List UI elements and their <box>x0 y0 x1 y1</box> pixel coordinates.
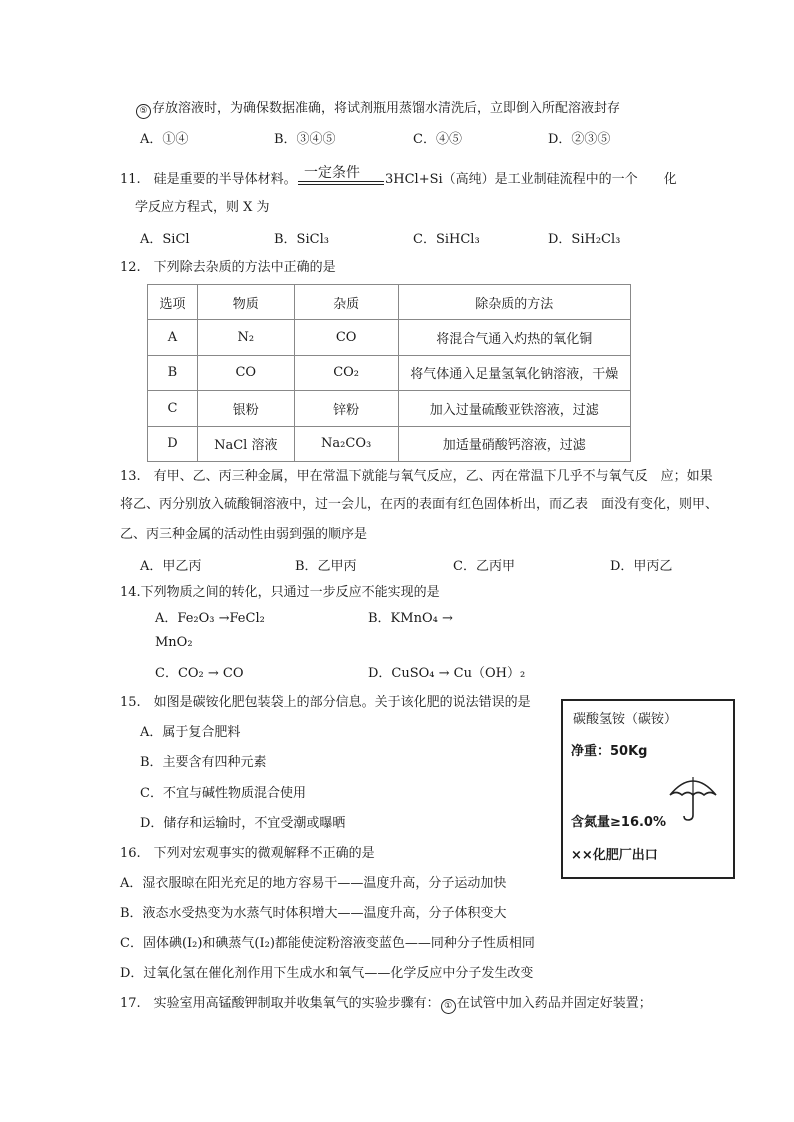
q12-stem: 12. 下列除去杂质的方法中正确的是 <box>120 260 336 275</box>
impurity-removal-table <box>147 284 631 462</box>
q16-option-a: A．湿衣服晾在阳光充足的地方容易干——温度升高，分子运动加快 <box>120 876 507 891</box>
equal-line-top <box>298 181 384 182</box>
q10-item5 <box>135 100 620 119</box>
umbrella-icon <box>667 771 719 823</box>
cell-impurity: CO <box>294 320 398 355</box>
q13-option-d: D．甲丙乙 <box>610 559 673 574</box>
cell-impurity: Na₂CO₃ <box>294 426 398 461</box>
header-impurity: 杂质 <box>294 285 398 320</box>
q14-stem: 14.下列物质之间的转化，只通过一步反应不能实现的是 <box>120 585 440 600</box>
q15-stem: 15. 如图是碳铵化肥包装袋上的部分信息。关于该化肥的说法错误的是 <box>120 695 531 710</box>
header-option: 选项 <box>148 285 198 320</box>
q11-stem-part2: 3HCl+Si（高纯）是工业制硅流程中的一个 化 <box>385 172 677 187</box>
cell-method: 将气体通入足量氢氧化钠溶液，干燥 <box>398 355 630 390</box>
cell-option: B <box>148 355 198 390</box>
cell-impurity: CO₂ <box>294 355 398 390</box>
cell-substance: CO <box>197 355 294 390</box>
q16-option-c: C．固体碘(I₂)和碘蒸气(I₂)都能使淀粉溶液变蓝色——同种分子性质相同 <box>120 936 535 951</box>
cell-option: D <box>148 426 198 461</box>
q14-option-a: A．Fe₂O₃ →FeCl₂ <box>155 611 265 626</box>
circled-number-5: ⑤ <box>136 104 151 119</box>
q10-item5-text: 存放溶液时，为确保数据准确，将试剂瓶用蒸馏水清洗后，立即倒入所配溶液封存 <box>152 101 621 116</box>
cell-method: 加入过量硫酸亚铁溶液，过滤 <box>398 391 630 426</box>
reaction-condition-arrow <box>298 163 388 185</box>
label-nitrogen-content: 含氮量≥16.0% <box>571 815 666 830</box>
cell-substance: NaCl 溶液 <box>197 426 294 461</box>
q11-stem-part3: 学反应方程式，则 X 为 <box>135 200 270 215</box>
q16-option-b: B．液态水受热变为水蒸气时体积增大——温度升高，分子体积变大 <box>120 906 507 921</box>
q13-option-c: C．乙丙甲 <box>453 559 515 574</box>
q10-option-a: A．①④ <box>140 132 189 147</box>
label-title: 碳酸氢铵（碳铵） <box>573 712 678 727</box>
q15-option-c: C．不宜与碱性物质混合使用 <box>140 786 306 801</box>
q17-line <box>120 995 652 1014</box>
cell-method: 加适量硝酸钙溶液，过滤 <box>398 426 630 461</box>
cell-substance: 银粉 <box>197 391 294 426</box>
circled-number-1: ① <box>441 999 456 1014</box>
q14-option-c: C．CO₂ → CO <box>155 666 244 681</box>
q14-option-b: B．KMnO₄ → <box>368 611 453 626</box>
table-row <box>148 426 631 461</box>
q15-option-a: A．属于复合肥料 <box>140 725 241 740</box>
q11-option-b: B．SiCl₃ <box>274 232 329 247</box>
table-row <box>148 320 631 355</box>
cell-option: A <box>148 320 198 355</box>
cell-method: 将混合气通入灼热的氧化铜 <box>398 320 630 355</box>
q11-option-d: D．SiH₂Cl₃ <box>548 232 621 247</box>
q17-step1-text: 在试管中加入药品并固定好装置； <box>456 996 652 1011</box>
header-method: 除杂质的方法 <box>398 285 630 320</box>
table-row <box>148 391 631 426</box>
q13-line1: 13. 有甲、乙、丙三种金属，甲在常温下就能与氧气反应，乙、丙在常温下几乎不与氧气反 应；如果 <box>120 469 713 484</box>
q13-line2: 将乙、丙分别放入硫酸铜溶液中，过一会儿，在丙的表面有红色固体析出，而乙表 面没有变化，则甲、 <box>120 497 719 512</box>
q16-stem: 16. 下列对宏观事实的微观解释不正确的是 <box>120 846 375 861</box>
q11-option-c: C．SiHCl₃ <box>413 232 480 247</box>
q15-option-d: D．储存和运输时，不宜受潮或曝晒 <box>140 816 346 831</box>
cell-option: C <box>148 391 198 426</box>
reaction-condition-text: 一定条件 <box>304 165 360 181</box>
q10-option-c: C．④⑤ <box>413 132 462 147</box>
q14-option-d: D．CuSO₄ → Cu（OH）₂ <box>368 666 526 681</box>
table-row <box>148 355 631 390</box>
q13-line3: 乙、丙三种金属的活动性由弱到强的顺序是 <box>120 527 368 542</box>
q16-option-d: D．过氧化氢在催化剂作用下生成水和氧气——化学反应中分子发生改变 <box>120 966 534 981</box>
label-factory: ××化肥厂出口 <box>571 848 658 863</box>
cell-substance: N₂ <box>197 320 294 355</box>
label-net-weight: 净重：50Kg <box>571 744 648 759</box>
q15-option-b: B．主要含有四种元素 <box>140 755 267 770</box>
q10-option-d: D．②③⑤ <box>548 132 611 147</box>
q10-option-b: B．③④⑤ <box>274 132 336 147</box>
header-substance: 物质 <box>197 285 294 320</box>
q11-option-a: A．SiCl <box>140 232 190 247</box>
table-header-row <box>148 285 631 320</box>
q11-stem-part1: 11. 硅是重要的半导体材料。 <box>120 172 297 187</box>
cell-impurity: 锌粉 <box>294 391 398 426</box>
equal-line-bottom <box>298 184 384 185</box>
q14-option-b-cont: MnO₂ <box>155 635 193 650</box>
q17-stem: 17. 实验室用高锰酸钾制取并收集氧气的实验步骤有： <box>120 996 440 1011</box>
q13-option-a: A．甲乙丙 <box>140 559 202 574</box>
q13-option-b: B．乙甲丙 <box>295 559 357 574</box>
fertilizer-label-box <box>561 699 735 879</box>
